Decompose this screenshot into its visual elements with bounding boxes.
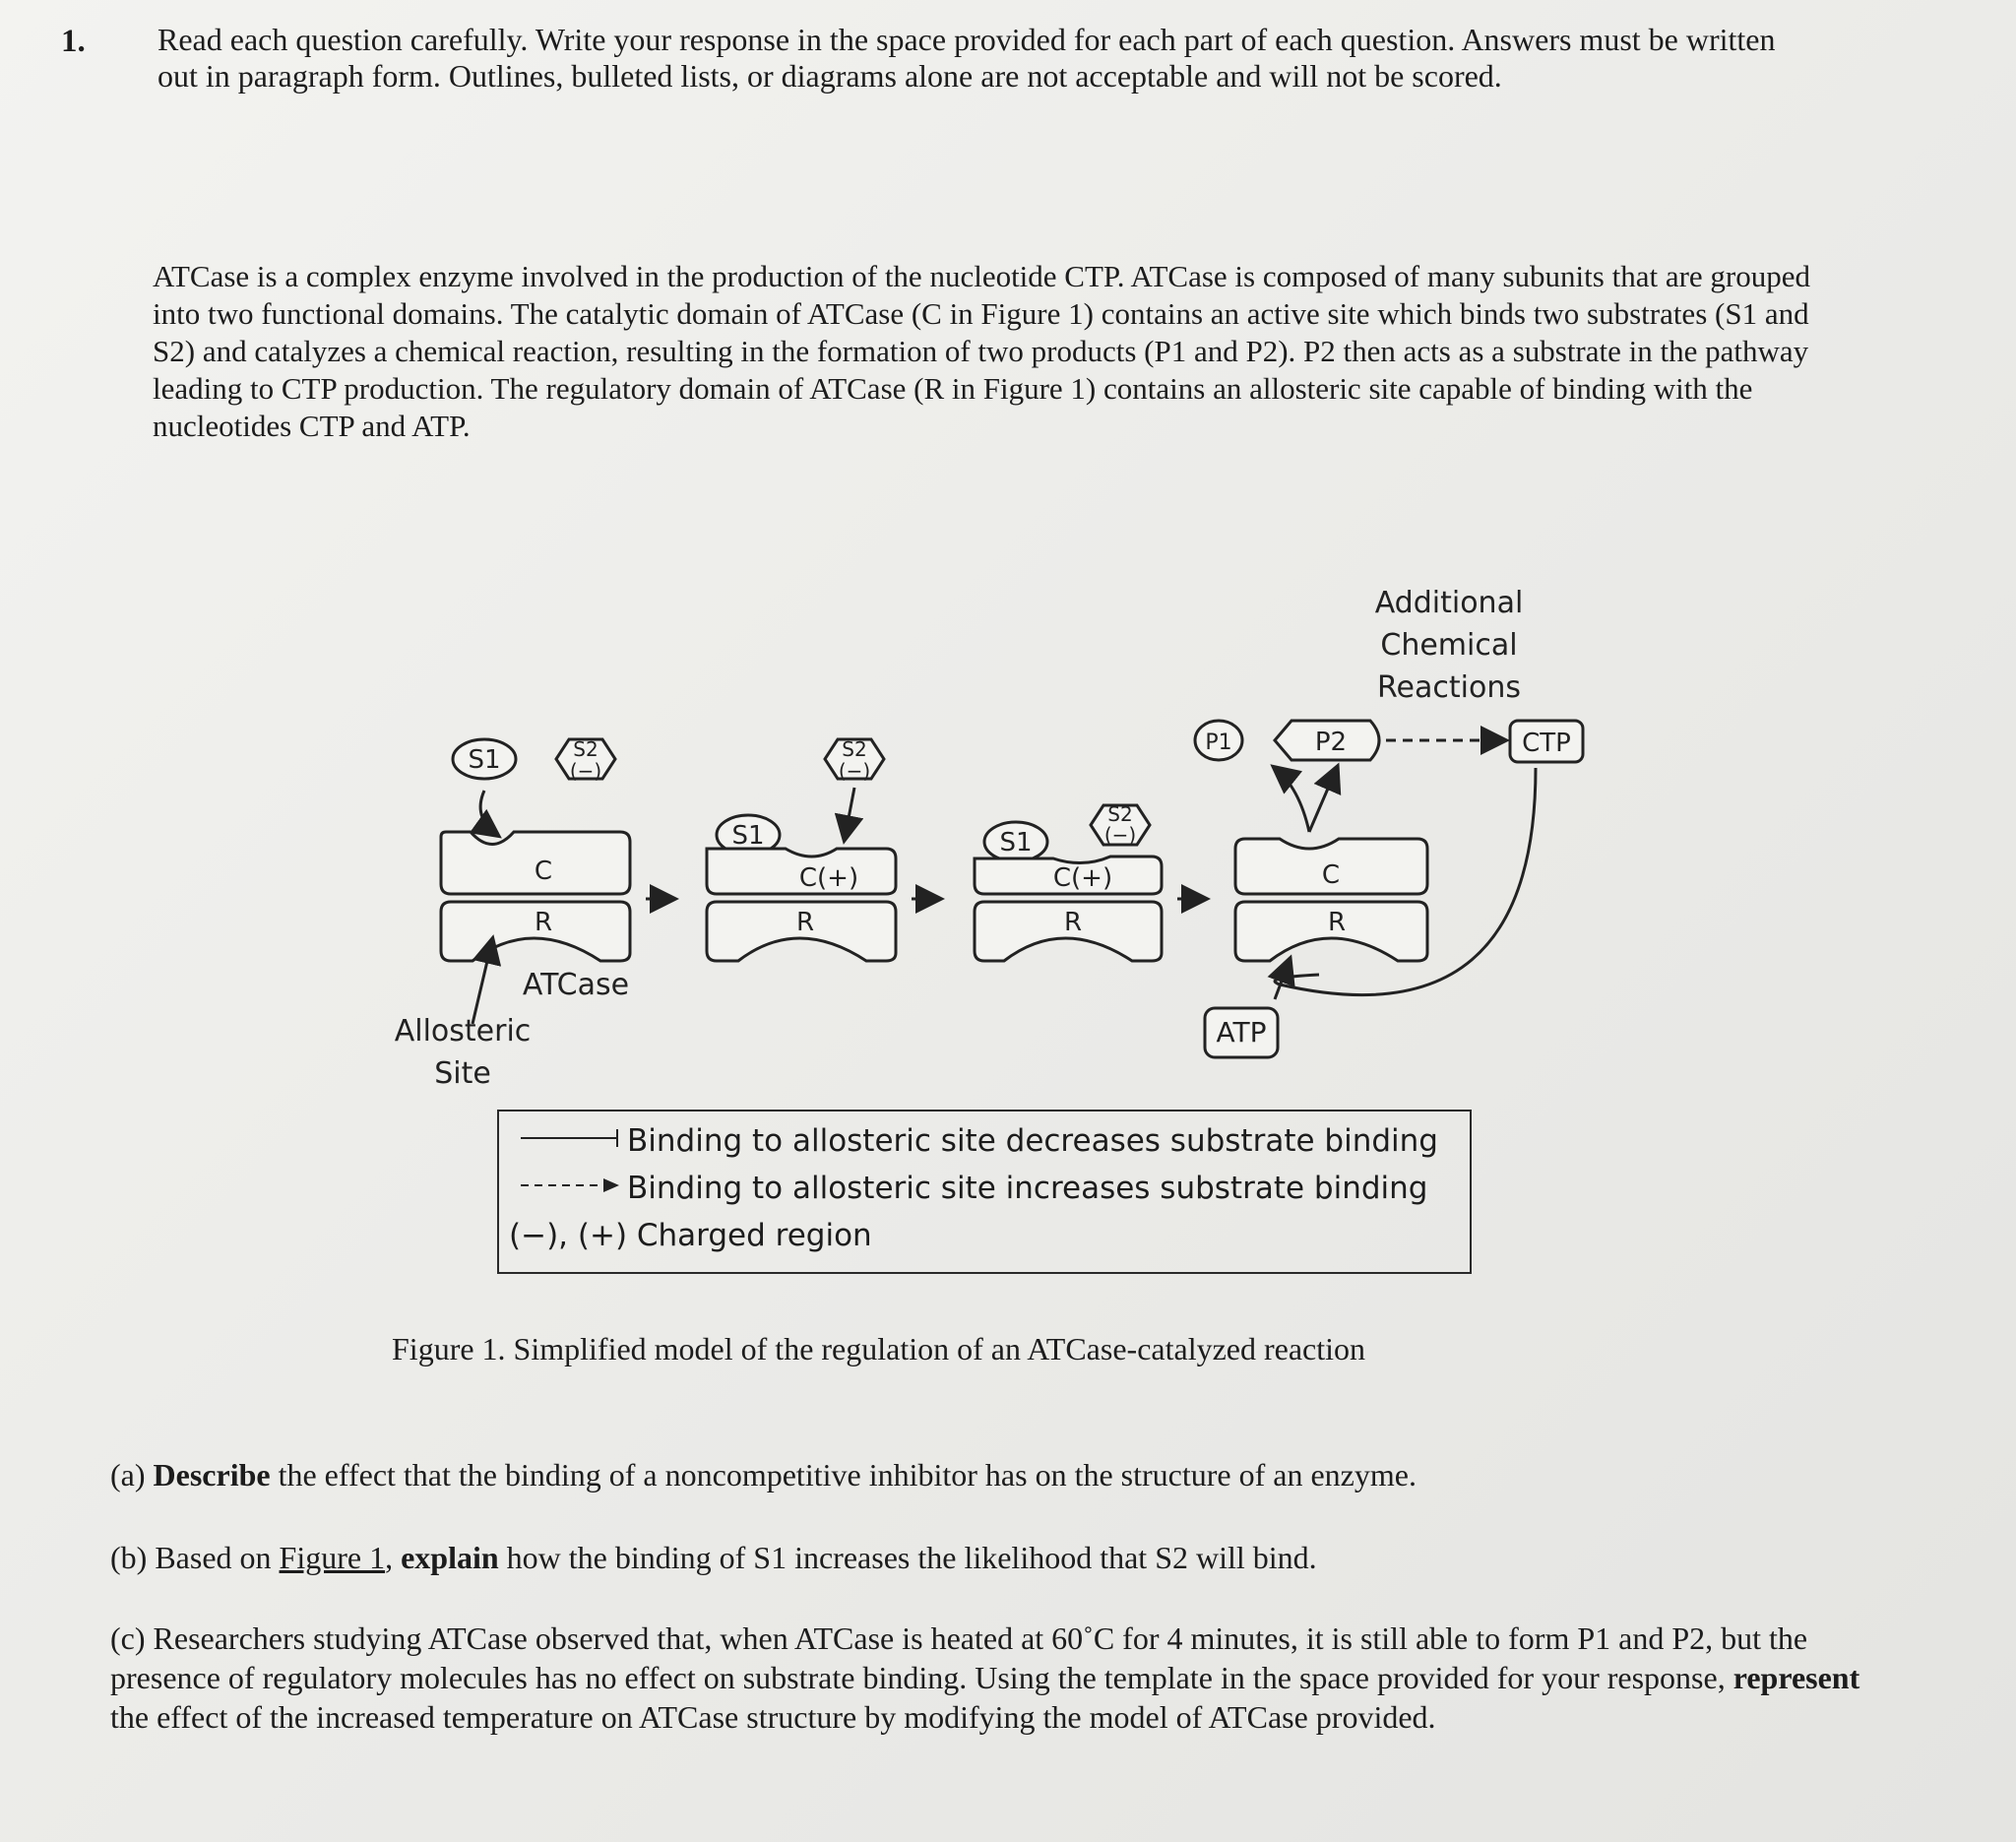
r-label-3: R	[1063, 908, 1083, 937]
atp-label: ATP	[1216, 1016, 1267, 1048]
atcase-label: ATCase	[522, 968, 630, 1002]
s2-charge-2: (−)	[838, 759, 871, 783]
allosteric-line-1: Allosteric	[394, 1014, 532, 1048]
s1-label-3: S1	[999, 828, 1033, 857]
legend-increase: Binding to allosteric site increases substrate binding	[627, 1171, 1428, 1206]
inhibit-line-icon	[521, 1125, 629, 1151]
s2-charge-3: (−)	[1103, 823, 1137, 847]
s2-label-3: S2	[1107, 802, 1133, 826]
part-b-verb: explain	[401, 1540, 499, 1575]
legend-charged: (−), (+) Charged region	[509, 1218, 872, 1253]
c-label: C	[534, 857, 553, 886]
r-label-2: R	[795, 908, 815, 937]
part-c-label: (c)	[110, 1620, 146, 1656]
part-a-label: (a)	[110, 1457, 146, 1493]
additional-reactions-label	[1375, 586, 1524, 705]
figure-caption: Figure 1. Simplified model of the regulation of an ATCase-catalyzed reaction	[392, 1331, 1366, 1366]
s1-label-2: S1	[731, 821, 765, 851]
c-plus-label-3: C(+)	[1052, 863, 1113, 893]
s2-label: S2	[573, 737, 598, 761]
ctp-label: CTP	[1522, 729, 1571, 758]
r-label-4: R	[1327, 908, 1347, 937]
c-label-4: C	[1321, 860, 1341, 890]
part-c-rest: the effect of the increased temperature on ATCase structure by modifying the model of ATCase provided.	[110, 1699, 1436, 1735]
part-b	[110, 1538, 1882, 1577]
p1-label: P1	[1205, 730, 1232, 755]
part-c	[110, 1619, 1882, 1737]
part-a-text: the effect that the binding of a noncompetitive inhibitor has on the structure of an enzyme.	[278, 1457, 1417, 1493]
s2-charge: (−)	[569, 759, 602, 783]
c-plus-label-2: C(+)	[798, 863, 859, 893]
figure-legend	[497, 1110, 1472, 1274]
enzyme-state-4	[1195, 721, 1583, 1057]
allosteric-line-2: Site	[434, 1056, 491, 1091]
part-b-text: how the binding of S1 increases the likelihood that S2 will bind.	[506, 1540, 1317, 1575]
instructions-paragraph: Read each question carefully. Write your response in the space provided for each part of each question. Answers must be written out in paragraph form. Outlines, bulleted lists, or diagrams alone are not acceptable and will not be scored.	[158, 22, 1776, 94]
part-b-comma: ,	[385, 1540, 394, 1575]
atcase-passage: ATCase is a complex enzyme involved in the production of the nucleotide CTP. ATCase is composed of many subunits that are grouped into two functional domains. The catalytic domain of ATCase (C in Figure 1) contains an active site which binds two substrates (S1 and S2) and catalyzes a chemical reaction, resulting in the formation of two products (P1 and P2). P2 then acts as a substrate in the pathway leading to CTP production. The regulatory domain of ATCase (R in Figure 1) contains an allosteric site capable of binding with the nucleotides CTP and ATP.	[153, 259, 1810, 443]
part-b-label: (b) Based on	[110, 1540, 272, 1575]
question-number: 1.	[61, 24, 86, 59]
part-c-text: Researchers studying ATCase observed that, when ATCase is heated at 60˚C for 4 minutes, it is still able to form P1 and P2, but the presence of regulatory molecules has no effect on substrate binding. Using the template in the space provided for your response,	[110, 1620, 1808, 1695]
s1-label: S1	[468, 745, 501, 775]
legend-decrease: Binding to allosteric site decreases substrate binding	[627, 1123, 1438, 1159]
additional-line-2: Chemical	[1380, 628, 1518, 663]
p2-label: P2	[1314, 728, 1348, 757]
dashed-arrow-icon	[521, 1173, 629, 1198]
part-a-verb: Describe	[153, 1457, 271, 1493]
additional-line-3: Reactions	[1377, 670, 1521, 705]
part-c-verb: represent	[1732, 1660, 1860, 1695]
figure-1-reference: Figure 1	[279, 1540, 386, 1575]
additional-line-1: Additional	[1374, 586, 1524, 620]
part-a	[110, 1455, 1882, 1494]
s2-label-2: S2	[842, 737, 867, 761]
r-label: R	[534, 908, 553, 937]
